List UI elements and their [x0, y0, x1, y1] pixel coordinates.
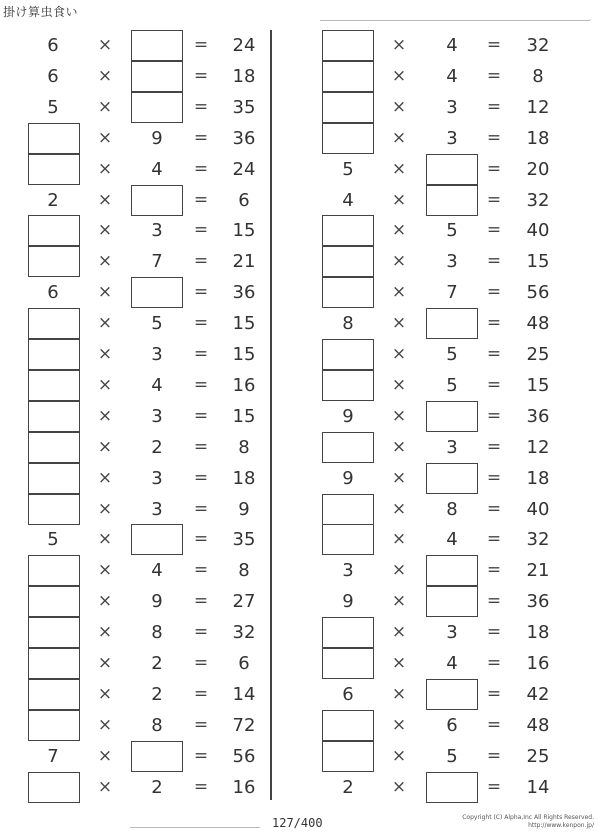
factor-b: 2: [151, 653, 163, 674]
answer-box[interactable]: [426, 185, 478, 216]
factor-b: 3: [446, 127, 458, 149]
problem-row: [0, 277, 600, 308]
problem-row: [0, 61, 600, 92]
problem-row: [0, 494, 600, 525]
product: 21: [232, 251, 256, 273]
times-sign: ×: [97, 683, 113, 704]
times-sign: ×: [391, 683, 407, 704]
equals-sign: =: [193, 653, 209, 673]
equals-sign: =: [486, 405, 502, 426]
factor-a: 9: [342, 591, 354, 613]
factor-b: 3: [151, 498, 163, 520]
factor-b: 3: [446, 96, 458, 118]
answer-box[interactable]: [426, 463, 478, 494]
equals-sign: =: [486, 498, 502, 519]
equals-sign: =: [486, 158, 502, 179]
times-sign: ×: [391, 189, 407, 210]
times-sign: ×: [97, 189, 113, 210]
times-sign: ×: [97, 653, 113, 673]
problem-row: [0, 401, 600, 432]
problem-row: [0, 679, 600, 710]
equals-sign: =: [193, 560, 209, 581]
equals-sign: =: [486, 560, 502, 581]
times-sign: ×: [391, 65, 407, 86]
equals-sign: =: [486, 344, 502, 364]
problem-row: [0, 648, 600, 679]
answer-box[interactable]: [322, 61, 374, 92]
problem-row: [0, 710, 600, 741]
factor-a: 7: [47, 745, 59, 767]
equals-sign: =: [486, 313, 502, 334]
equals-sign: =: [193, 591, 209, 612]
answer-box[interactable]: [322, 741, 374, 772]
equals-sign: =: [193, 374, 209, 395]
product: 48: [526, 313, 550, 335]
product: 16: [232, 776, 256, 798]
factor-a: 4: [342, 189, 354, 211]
answer-box[interactable]: [322, 246, 374, 277]
problem-row: [0, 524, 600, 555]
answer-box[interactable]: [322, 92, 374, 123]
factor-a: 3: [342, 560, 354, 582]
times-sign: ×: [97, 591, 113, 612]
equals-sign: =: [193, 65, 209, 86]
answer-box[interactable]: [426, 679, 478, 710]
times-sign: ×: [391, 158, 407, 179]
times-sign: ×: [97, 498, 113, 519]
product: 36: [526, 591, 550, 613]
product: 32: [526, 189, 550, 211]
factor-b: 4: [151, 158, 163, 180]
product: 35: [232, 96, 256, 118]
problem-row: [0, 246, 600, 277]
problem-row: [0, 30, 600, 61]
factor-a: 6: [47, 282, 59, 304]
problem-row: [0, 123, 600, 154]
times-sign: ×: [391, 560, 407, 581]
equals-sign: =: [193, 220, 209, 241]
factor-b: 7: [446, 282, 458, 304]
factor-b: 8: [446, 498, 458, 520]
factor-b: 2: [151, 776, 163, 798]
times-sign: ×: [97, 282, 113, 303]
equals-sign: =: [193, 127, 209, 148]
product: 15: [526, 251, 550, 273]
column-divider: [270, 30, 272, 800]
equals-sign: =: [486, 436, 502, 457]
product: 27: [232, 591, 256, 613]
factor-b: 5: [446, 374, 458, 396]
product: 25: [526, 745, 550, 767]
times-sign: ×: [97, 127, 113, 148]
problem-row: [0, 339, 600, 370]
answer-box[interactable]: [322, 648, 374, 679]
title-dot: .: [589, 15, 591, 22]
factor-b: 5: [446, 745, 458, 767]
problem-row: [0, 154, 600, 185]
equals-sign: =: [486, 591, 502, 612]
equals-sign: =: [193, 467, 209, 488]
product: 40: [526, 498, 550, 520]
problem-row: [0, 185, 600, 216]
factor-b: 7: [151, 251, 163, 273]
equals-sign: =: [193, 251, 209, 272]
times-sign: ×: [97, 344, 113, 364]
answer-box[interactable]: [426, 154, 478, 185]
product: 36: [232, 282, 256, 304]
problem-row: [0, 308, 600, 339]
equals-sign: =: [486, 467, 502, 488]
equals-sign: =: [486, 35, 502, 55]
equals-sign: =: [193, 529, 209, 550]
factor-b: 3: [446, 622, 458, 644]
problem-row: [0, 215, 600, 246]
factor-a: 6: [47, 65, 59, 87]
answer-box[interactable]: [322, 617, 374, 648]
product: 56: [526, 282, 550, 304]
equals-sign: =: [193, 158, 209, 179]
product: 8: [532, 65, 544, 87]
product: 25: [526, 344, 550, 365]
answer-box[interactable]: [322, 277, 374, 308]
problem-row: [0, 92, 600, 123]
footer-rule: [130, 827, 260, 828]
times-sign: ×: [391, 96, 407, 117]
product: 35: [232, 529, 256, 551]
copyright-url: http://www.kenpon.jp/: [528, 822, 594, 829]
product: 18: [526, 622, 550, 644]
product: 40: [526, 220, 550, 242]
times-sign: ×: [391, 529, 407, 550]
factor-b: 4: [446, 65, 458, 87]
times-sign: ×: [97, 220, 113, 241]
times-sign: ×: [391, 745, 407, 766]
factor-b: 5: [151, 313, 163, 335]
times-sign: ×: [391, 282, 407, 303]
product: 48: [526, 714, 550, 736]
factor-b: 3: [446, 251, 458, 273]
times-sign: ×: [97, 313, 113, 334]
times-sign: ×: [391, 344, 407, 364]
equals-sign: =: [486, 653, 502, 673]
answer-box[interactable]: [322, 710, 374, 741]
times-sign: ×: [97, 714, 113, 735]
product: 15: [232, 344, 256, 365]
times-sign: ×: [391, 436, 407, 457]
equals-sign: =: [193, 745, 209, 766]
times-sign: ×: [391, 374, 407, 395]
product: 36: [526, 405, 550, 427]
footer-dot: .: [256, 823, 258, 830]
times-sign: ×: [391, 35, 407, 55]
product: 14: [232, 683, 256, 705]
factor-b: 3: [151, 344, 163, 365]
times-sign: ×: [97, 405, 113, 426]
product: 14: [526, 776, 550, 798]
factor-a: 9: [342, 405, 354, 427]
equals-sign: =: [193, 189, 209, 210]
product: 32: [526, 35, 550, 56]
page-number: 127/400: [272, 816, 323, 830]
times-sign: ×: [97, 374, 113, 395]
equals-sign: =: [486, 65, 502, 86]
worksheet-title: 掛け算虫食い: [3, 5, 79, 19]
answer-box[interactable]: [426, 586, 478, 617]
times-sign: ×: [97, 96, 113, 117]
factor-b: 5: [446, 344, 458, 365]
product: 8: [238, 436, 250, 458]
product: 15: [232, 405, 256, 427]
product: 20: [526, 158, 550, 180]
answer-box[interactable]: [322, 494, 374, 525]
product: 18: [232, 65, 256, 87]
product: 32: [232, 622, 256, 644]
equals-sign: =: [193, 313, 209, 334]
equals-sign: =: [486, 776, 502, 797]
times-sign: ×: [391, 498, 407, 519]
product: 18: [232, 467, 256, 489]
copyright-notice: [462, 814, 594, 830]
product: 12: [526, 96, 550, 118]
product: 18: [526, 127, 550, 149]
answer-box[interactable]: [426, 401, 478, 432]
factor-b: 3: [151, 405, 163, 427]
times-sign: ×: [97, 251, 113, 272]
factor-b: 6: [446, 714, 458, 736]
problem-row: [0, 463, 600, 494]
answer-box[interactable]: [426, 308, 478, 339]
answer-box[interactable]: [322, 339, 374, 370]
factor-b: 2: [151, 683, 163, 705]
product: 32: [526, 529, 550, 551]
problem-row: [0, 586, 600, 617]
factor-b: 4: [446, 529, 458, 551]
equals-sign: =: [193, 776, 209, 797]
product: 21: [526, 560, 550, 582]
product: 16: [526, 653, 550, 674]
answer-box[interactable]: [322, 524, 374, 555]
problem-row: [0, 772, 600, 803]
equals-sign: =: [193, 683, 209, 704]
product: 15: [526, 374, 550, 396]
times-sign: ×: [97, 436, 113, 457]
answer-box[interactable]: [322, 123, 374, 154]
factor-b: 4: [151, 560, 163, 582]
answer-box[interactable]: [426, 772, 478, 803]
factor-a: 5: [47, 96, 59, 118]
equals-sign: =: [193, 96, 209, 117]
product: 72: [232, 714, 256, 736]
product: 12: [526, 436, 550, 458]
times-sign: ×: [391, 653, 407, 673]
times-sign: ×: [391, 251, 407, 272]
equals-sign: =: [193, 622, 209, 643]
equals-sign: =: [193, 344, 209, 364]
answer-box[interactable]: [322, 432, 374, 463]
times-sign: ×: [97, 35, 113, 55]
factor-b: 8: [151, 622, 163, 644]
factor-b: 9: [151, 127, 163, 149]
product: 42: [526, 683, 550, 705]
equals-sign: =: [486, 529, 502, 550]
answer-box[interactable]: [322, 370, 374, 401]
factor-a: 8: [342, 313, 354, 335]
times-sign: ×: [97, 622, 113, 643]
times-sign: ×: [391, 622, 407, 643]
factor-b: 9: [151, 591, 163, 613]
times-sign: ×: [97, 745, 113, 766]
equals-sign: =: [193, 498, 209, 519]
factor-b: 2: [151, 436, 163, 458]
times-sign: ×: [391, 313, 407, 334]
times-sign: ×: [391, 467, 407, 488]
times-sign: ×: [97, 776, 113, 797]
equals-sign: =: [486, 127, 502, 148]
product: 15: [232, 220, 256, 242]
times-sign: ×: [391, 127, 407, 148]
factor-b: 4: [446, 35, 458, 56]
problem-row: [0, 370, 600, 401]
answer-box[interactable]: [322, 215, 374, 246]
problem-row: [0, 741, 600, 772]
factor-a: 5: [342, 158, 354, 180]
product: 8: [238, 560, 250, 582]
times-sign: ×: [97, 467, 113, 488]
factor-a: 9: [342, 467, 354, 489]
product: 16: [232, 374, 256, 396]
factor-b: 3: [446, 436, 458, 458]
problem-row: [0, 555, 600, 586]
equals-sign: =: [486, 96, 502, 117]
factor-b: 5: [446, 220, 458, 242]
times-sign: ×: [97, 158, 113, 179]
times-sign: ×: [97, 560, 113, 581]
answer-box[interactable]: [322, 30, 374, 61]
product: 24: [232, 35, 256, 56]
times-sign: ×: [391, 714, 407, 735]
factor-b: 4: [446, 653, 458, 674]
equals-sign: =: [486, 714, 502, 735]
equals-sign: =: [486, 622, 502, 643]
answer-box[interactable]: [426, 555, 478, 586]
product: 15: [232, 313, 256, 335]
equals-sign: =: [193, 436, 209, 457]
equals-sign: =: [486, 220, 502, 241]
factor-a: 6: [47, 35, 59, 56]
equals-sign: =: [193, 282, 209, 303]
factor-b: 8: [151, 714, 163, 736]
equals-sign: =: [486, 683, 502, 704]
equals-sign: =: [486, 189, 502, 210]
equals-sign: =: [486, 374, 502, 395]
product: 18: [526, 467, 550, 489]
times-sign: ×: [391, 405, 407, 426]
times-sign: ×: [97, 529, 113, 550]
times-sign: ×: [97, 65, 113, 86]
factor-b: 3: [151, 467, 163, 489]
factor-a: 2: [47, 189, 59, 211]
times-sign: ×: [391, 591, 407, 612]
factor-b: 4: [151, 374, 163, 396]
product: 24: [232, 158, 256, 180]
factor-b: 3: [151, 220, 163, 242]
product: 6: [238, 653, 250, 674]
equals-sign: =: [486, 745, 502, 766]
equals-sign: =: [193, 35, 209, 55]
problem-row: [0, 617, 600, 648]
product: 6: [238, 189, 250, 211]
problem-row: [0, 432, 600, 463]
factor-a: 2: [342, 776, 354, 798]
times-sign: ×: [391, 776, 407, 797]
equals-sign: =: [486, 251, 502, 272]
factor-a: 6: [342, 683, 354, 705]
product: 36: [232, 127, 256, 149]
equals-sign: =: [193, 405, 209, 426]
copyright-text: Copyright (C) Alpha,Inc All Rights Reserved.: [462, 814, 594, 821]
times-sign: ×: [391, 220, 407, 241]
equals-sign: =: [193, 714, 209, 735]
equals-sign: =: [486, 282, 502, 303]
product: 9: [238, 498, 250, 520]
product: 56: [232, 745, 256, 767]
factor-a: 5: [47, 529, 59, 551]
